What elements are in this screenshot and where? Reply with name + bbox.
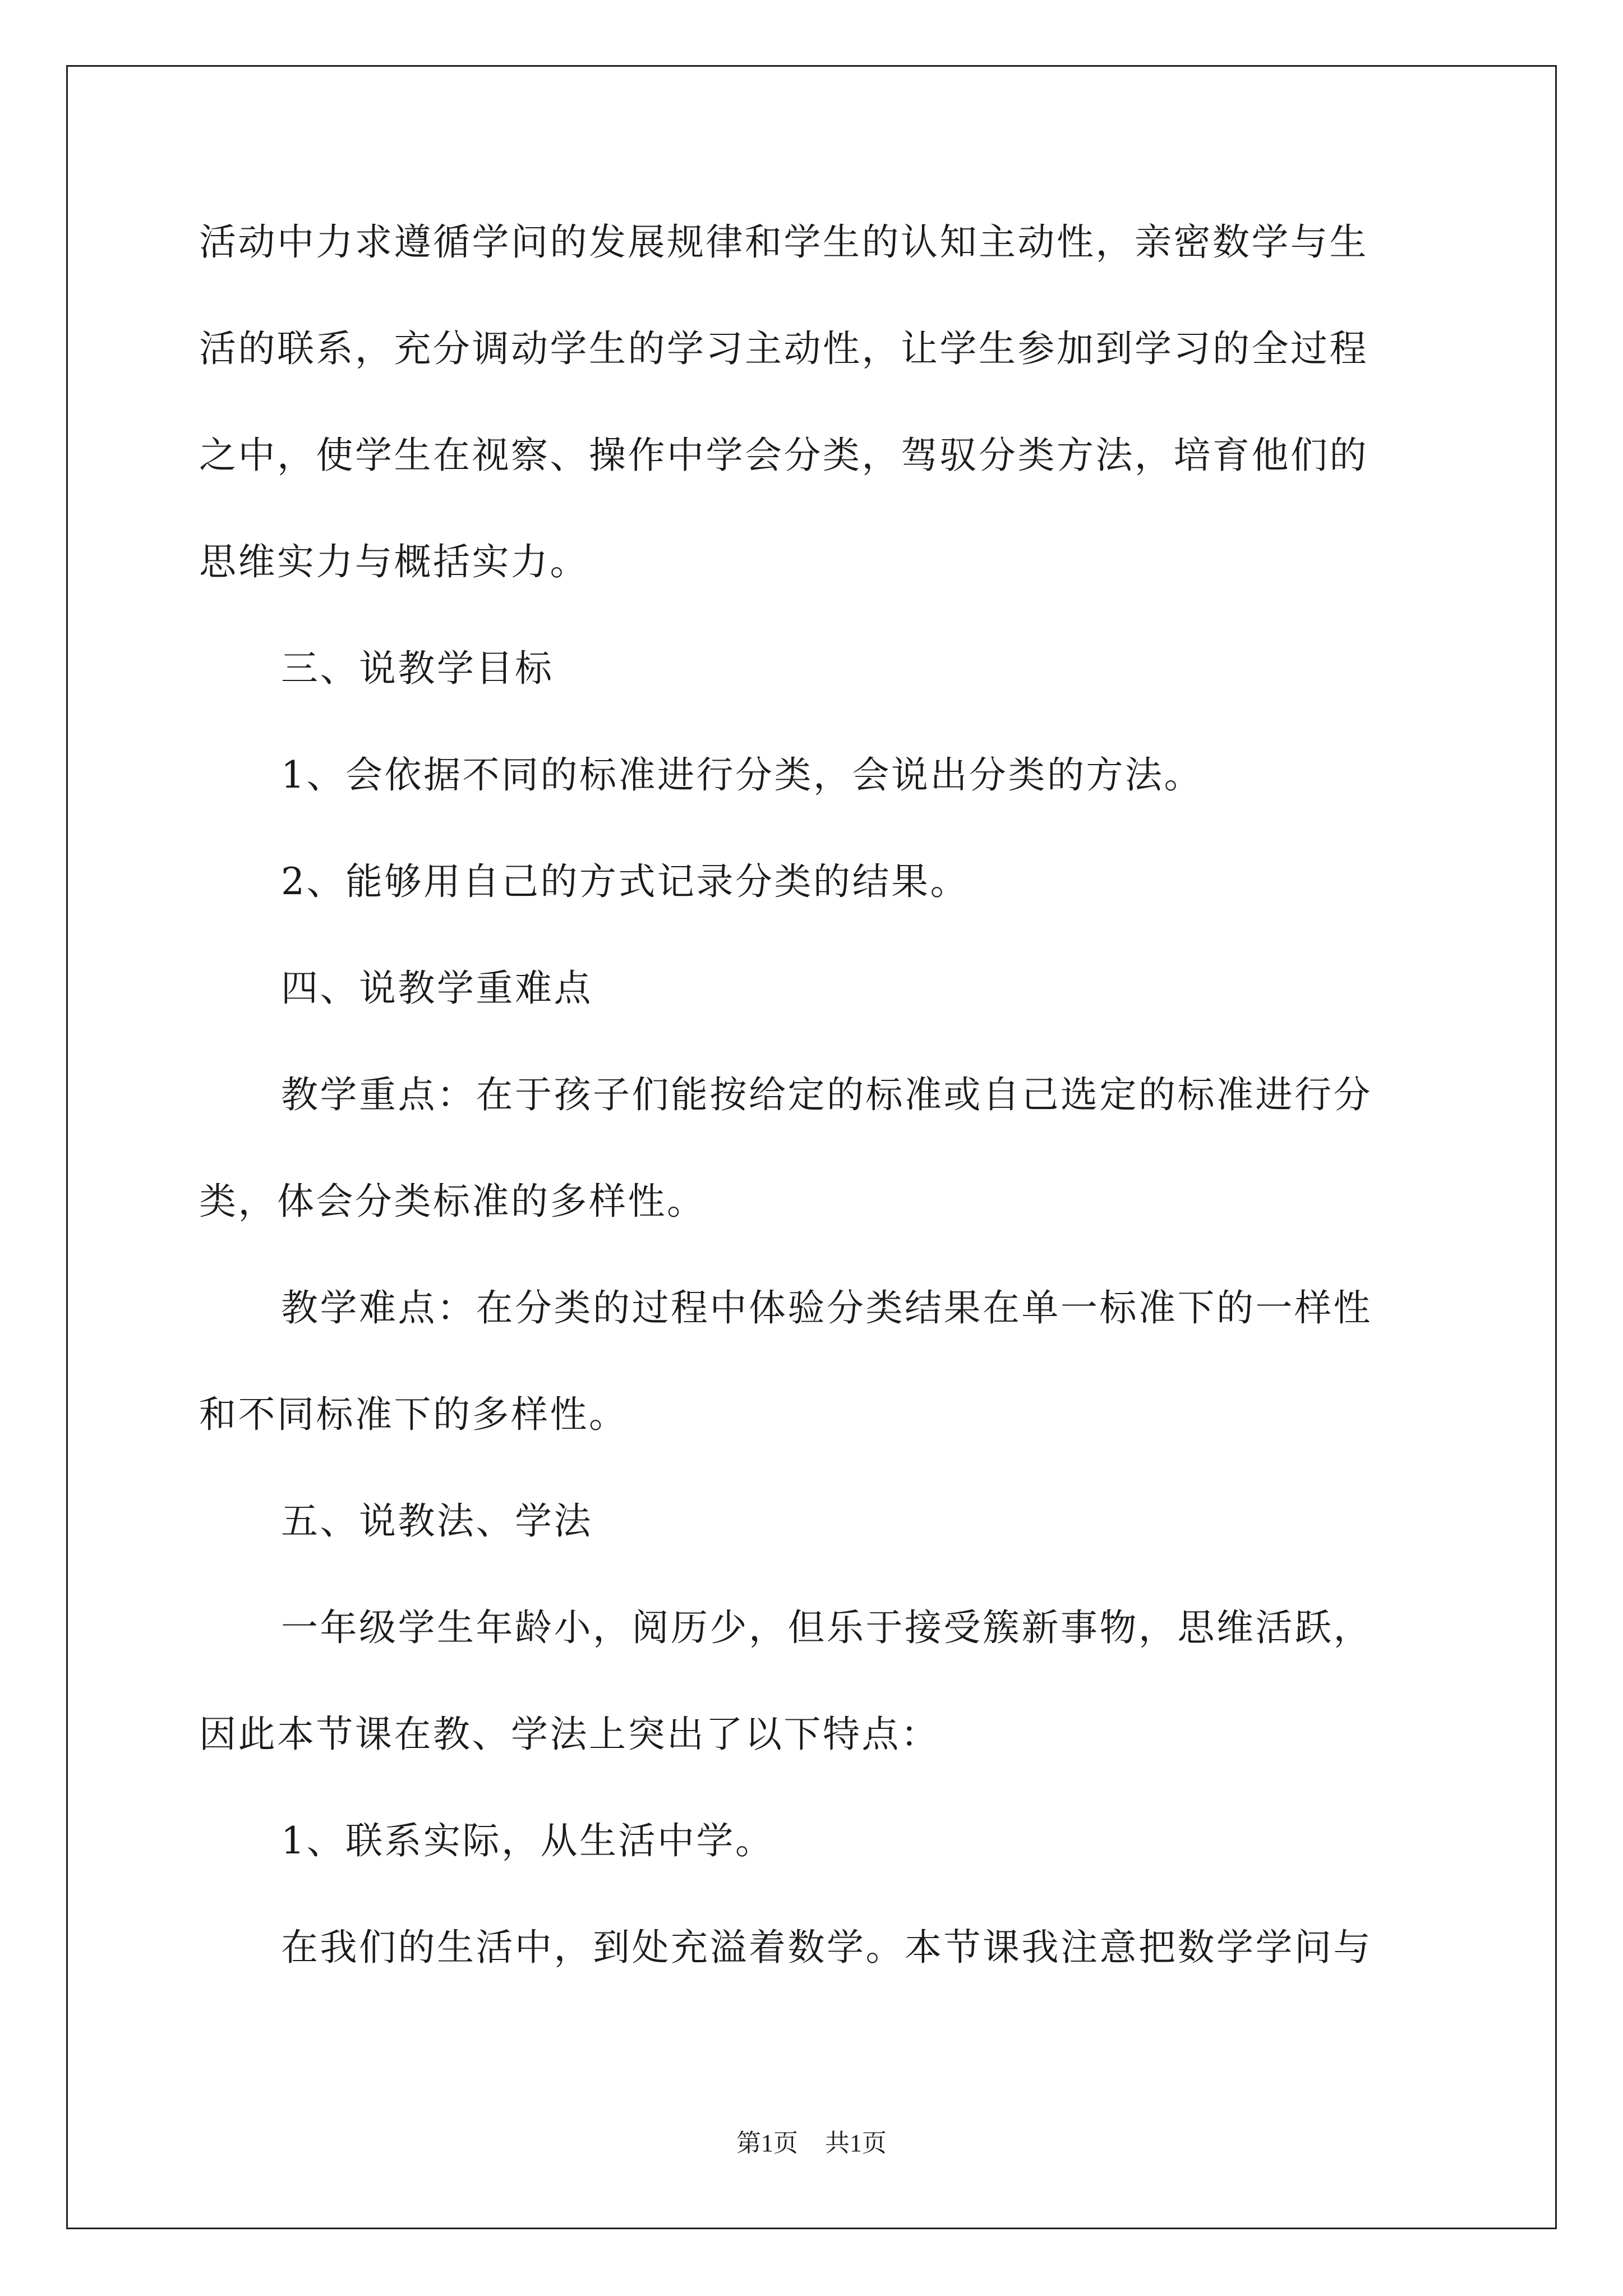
text-line: 之中，使学生在视察、操作中学会分类，驾驭分类方法，培育他们的 xyxy=(199,434,1368,477)
paragraph-start: 一年级学生年龄小，阅历少，但乐于接受簇新事物，思维活跃， xyxy=(281,1606,1372,1649)
paragraph-start: 教学难点：在分类的过程中体验分类结果在单一标准下的一样性 xyxy=(281,1286,1372,1329)
text-line: 活的联系，充分调动学生的学习主动性，让学生参加到学习的全过程 xyxy=(199,327,1368,370)
list-item: 1、会依据不同的标准进行分类，会说出分类的方法。 xyxy=(281,753,1203,797)
page-total: 共1页 xyxy=(825,2129,887,2157)
text-line: 和不同标准下的多样性。 xyxy=(199,1393,628,1436)
list-item: 2、能够用自己的方式记录分类的结果。 xyxy=(281,860,969,903)
section-heading: 五、说教法、学法 xyxy=(281,1499,593,1543)
document-body xyxy=(199,220,1433,2032)
list-item: 1、联系实际，从生活中学。 xyxy=(281,1819,774,1862)
text-line: 活动中力求遵循学问的发展规律和学生的认知主动性，亲密数学与生 xyxy=(199,220,1368,264)
section-heading: 四、说教学重难点 xyxy=(281,967,593,1010)
page-number: 第1页 xyxy=(736,2129,798,2157)
section-heading: 三、说教学目标 xyxy=(281,647,554,690)
paragraph-start: 教学重点：在于孩子们能按给定的标准或自己选定的标准进行分 xyxy=(281,1073,1372,1116)
page-footer xyxy=(0,2129,1623,2158)
text-line: 类，体会分类标准的多样性。 xyxy=(199,1180,706,1223)
text-line: 因此本节课在教、学法上突出了以下特点： xyxy=(199,1713,940,1756)
text-line: 思维实力与概括实力。 xyxy=(199,540,589,583)
paragraph-start: 在我们的生活中，到处充溢着数学。本节课我注意把数学学问与 xyxy=(281,1926,1372,1969)
